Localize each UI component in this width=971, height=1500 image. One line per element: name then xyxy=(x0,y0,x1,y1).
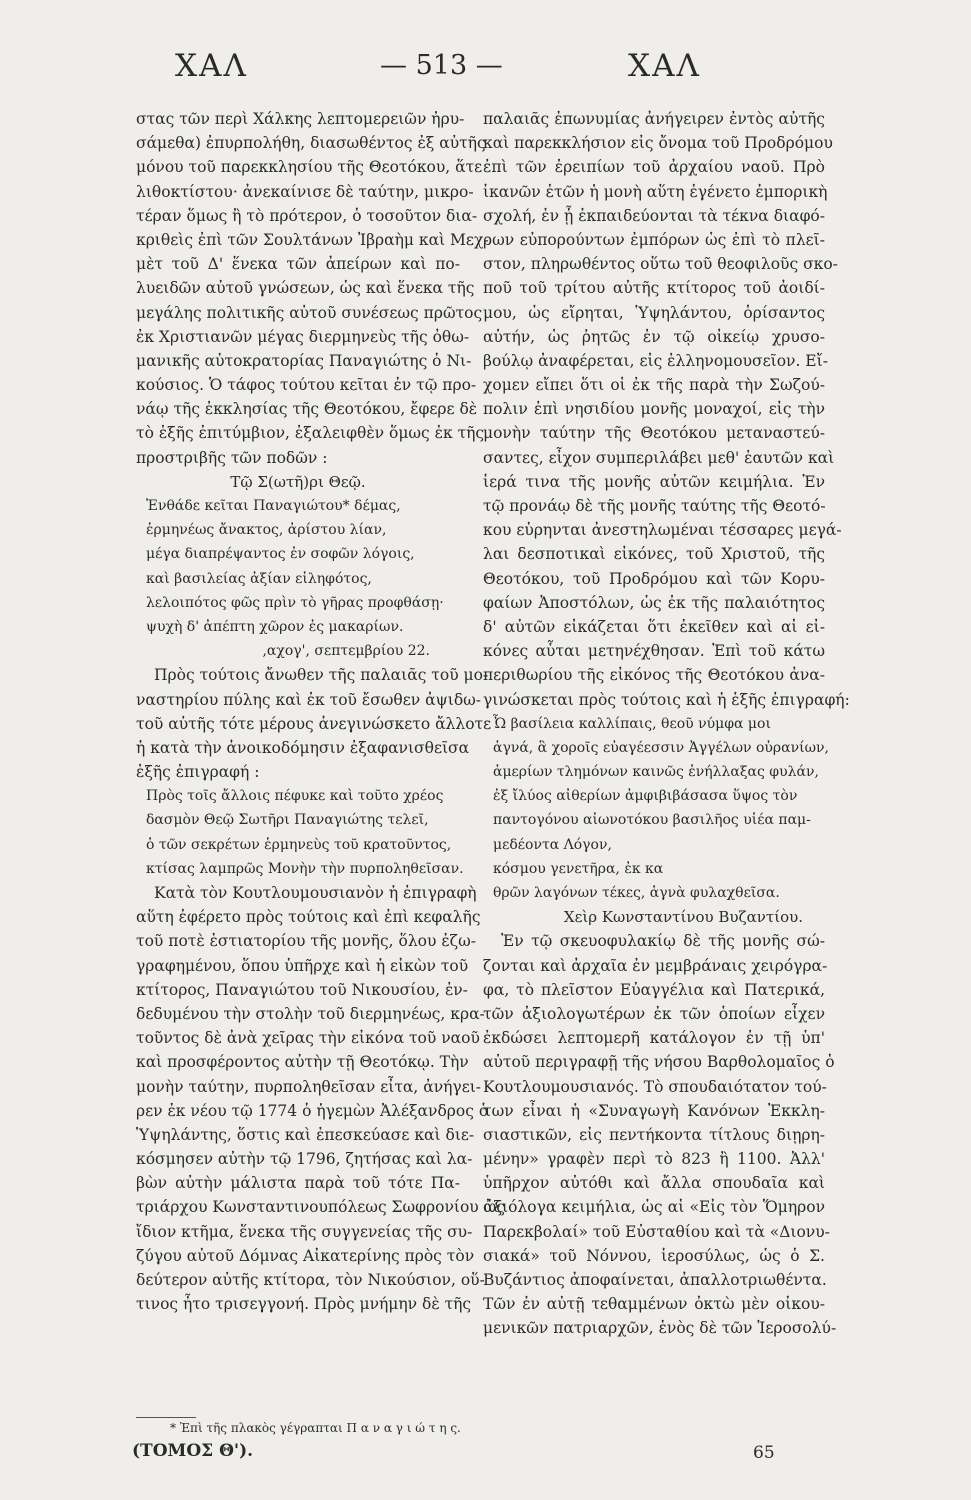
text-line: ἴδιον κτῆμα, ἕνεκα τῆς συγγενείας τῆς συ- xyxy=(136,1222,473,1241)
text-line: λυειδῶν αὐτοῦ γνώσεων, ὡς καὶ ἕνεκα τῆς xyxy=(136,279,475,298)
text-line: Ὑψηλάντης, ὅστις καὶ ἐπεσκεύασε καὶ διε- xyxy=(136,1125,475,1144)
text-line: σαντες, εἶχον συμπεριλάβει μεθ' ἑαυτῶν καὶ xyxy=(483,448,835,467)
text-line: ὑπῆρχον αὐτόθι καὶ ἄλλα σπουδαῖα καὶ xyxy=(483,1174,825,1193)
header-right-keyword: ΧΑΛ xyxy=(628,48,701,84)
text-line: βὼν αὐτὴν μάλιστα παρὰ τοῦ τότε Πα- xyxy=(136,1174,460,1193)
inscription-signature: Χεὶρ Κωνσταντίνου Βυζαντίου. xyxy=(563,908,803,927)
left-text-column xyxy=(136,107,505,1316)
paragraph-start-line: Ἐν τῷ σκευοφυλακίῳ δὲ τῆς μονῆς σώ- xyxy=(501,932,825,951)
text-line: γινώσκεται πρὸς τούτοις καὶ ἡ ἑξῆς ἐπιγραφή: xyxy=(483,690,850,709)
text-line: στας τῶν περὶ Χάλκης λεπτομερειῶν ἠρυ- xyxy=(136,110,465,128)
text-line: μανικῆς αὐτοκρατορίας Παναγιώτης ὁ Νι- xyxy=(136,351,472,370)
text-line: ρων εὐπορούντων ἐμπόρων ὡς ἐπὶ τὸ πλεῖ- xyxy=(483,230,825,249)
text-line: πολιν ἐπὶ νησιδίου μονῆς μοναχοί, εἰς τὴν xyxy=(483,400,825,419)
text-line: ἡ κατὰ τὴν ἀνοικοδόμησιν ἐξαφανισθεῖσα xyxy=(136,738,470,757)
text-line: δεδυμένου τὴν στολὴν τοῦ διερμηνέως, κρα- xyxy=(136,1004,485,1023)
text-line: χομεν εἴπει ὅτι οἱ ἐκ τῆς παρὰ τὴν Σωζού- xyxy=(483,376,825,395)
text-line: Θεοτόκου, τοῦ Προδρόμου καὶ τῶν Κορυ- xyxy=(483,569,825,588)
text-line: κτίτορος, Παναγιώτου τοῦ Νικουσίου, ἐν- xyxy=(136,980,468,999)
inscription-line: παντογόνου αἰωνοτόκου βασιλῆος υἱέα παμ- xyxy=(493,812,811,829)
text-line: περιθωρίου τῆς εἰκόνος τῆς Θεοτόκου ἀνα- xyxy=(483,666,825,685)
volume-label: (ΤΟΜΟΣ Θ'). xyxy=(132,1441,254,1461)
inscription-line: Τῷ Σ(ωτῆ)ρι Θεῷ. xyxy=(230,472,366,491)
text-line: δεύτερον αὐτῆς κτίτορα, τὸν Νικούσιον, οὕ- xyxy=(136,1271,485,1289)
text-line: γραφημένου, ὅπου ὑπῆρχε καὶ ἡ εἰκὼν τοῦ xyxy=(136,956,469,975)
paragraph-start-line: Πρὸς τούτοις ἄνωθεν τῆς παλαιᾶς τοῦ μο- xyxy=(154,666,489,685)
text-line: ζύγου αὐτοῦ Δόμνας Αἰκατερίνης πρὸς τὸν xyxy=(136,1246,475,1265)
text-line: τριάρχου Κωνσταντινουπόλεως Σωφρονίου ὡς xyxy=(136,1198,505,1217)
inscription-line: δασμὸν Θεῷ Σωτῆρι Παναγιώτης τελεῖ, xyxy=(146,812,429,829)
text-line: μονὴν ταύτην, πυρποληθεῖσαν εἶτα, ἀνήγει- xyxy=(136,1077,482,1096)
text-line: κριθεὶς ἐπὶ τῶν Σουλτάνων Ἰβραὴμ καὶ Μεχ- xyxy=(136,230,489,249)
text-line: τέραν ὅμως ἢ τὸ πρότερον, ὁ τοσοῦτον δια- xyxy=(136,206,478,225)
text-line: παλαιᾶς ἐπωνυμίας ἀνήγειρεν ἐντὸς αὐτῆς xyxy=(483,110,825,128)
text-line: ζονται καὶ ἀρχαῖα ἐν μεμβράναις χειρόγρα- xyxy=(483,956,828,975)
text-line: κόσμησεν αὐτὴν τῷ 1796, ζητήσας καὶ λα- xyxy=(136,1150,473,1169)
inscription-line: ἀμερίων τλημόνων καινῶς ἐνήλλαξας φυλάν, xyxy=(493,764,819,781)
footnote: * Ἐπὶ τῆς πλακὸς γέγραπται Π α ν α γ ι ώ τ η ς. xyxy=(170,1421,461,1435)
inscription-line: θρῶν λαγόνων τέκες, ἁγνὰ φυλαχθεῖσα. xyxy=(493,885,780,901)
text-line: φα, τὸ πλεῖστον Εὐαγγέλια καὶ Πατερικά, xyxy=(483,980,825,999)
inscription-line: ψυχὴ δ' ἀπέπτη χῶρον ἐς μακαρίων. xyxy=(146,618,404,635)
text-line: μου, ὡς εἴρηται, Ὑψηλάντου, ὁρίσαντος xyxy=(483,303,825,322)
text-line: βούλῳ ἀναφέρεται, εἰς ἑλληνομουσεῖον. Εἴ- xyxy=(483,351,828,370)
header-left-keyword: ΧΑΛ xyxy=(175,48,248,84)
text-line: ἐπὶ τῶν ἐρειπίων τοῦ ἀρχαίου ναοῦ. Πρὸ xyxy=(483,158,825,177)
text-line: λαι δεσποτικαὶ εἰκόνες, τοῦ Χριστοῦ, τῆς xyxy=(483,545,825,564)
text-line: στον, πληρωθέντος οὕτω τοῦ θεοφιλοῦς σκο- xyxy=(483,255,838,274)
text-line: ἐκδώσει λεπτομερῆ κατάλογον ἐν τῇ ὑπ' xyxy=(483,1029,825,1048)
inscription-line: μέγα διαπρέψαντος ἐν σοφῶν λόγοις, xyxy=(146,546,415,563)
text-line: φαίων Ἀποστόλων, ὡς ἐκ τῆς παλαιότητος xyxy=(483,593,825,612)
text-line: μὲτ τοῦ Δ' ἕνεκα τῶν ἀπείρων καὶ πο- xyxy=(136,255,460,274)
text-line: ναστηρίου πύλης καὶ ἐκ τοῦ ἔσωθεν ἀψιδω- xyxy=(136,690,482,709)
text-line: λιθοκτίστου· ἀνεκαίνισε δὲ ταύτην, μικρο- xyxy=(136,182,474,201)
text-line: τοῦ ποτὲ ἑστιατορίου τῆς μονῆς, ὅλου ἐζω- xyxy=(136,932,476,951)
text-line: καὶ προσφέροντος αὐτὴν τῇ Θεοτόκῳ. Τὴν xyxy=(136,1053,469,1072)
text-line: Παρεκβολαί» τοῦ Εὐσταθίου καὶ τὰ «Διονυ- xyxy=(483,1222,830,1241)
inscription-line: ἐξ ἴλύος αἰθερίων ἀμφιβιβάσασα ὕψος τὸν xyxy=(493,788,798,805)
text-line: μόνου τοῦ παρεκκλησίου τῆς Θεοτόκου, ἅτε xyxy=(136,158,483,177)
text-line: μεγάλης πολιτικῆς αὐτοῦ συνέσεως πρῶτος xyxy=(136,303,483,322)
right-text-column xyxy=(483,107,850,1341)
text-line: κούσιος. Ὁ τάφος τούτου κεῖται ἐν τῷ προ- xyxy=(136,376,477,395)
text-line: αὐτοῦ περιγραφῇ τῆς νήσου Βαρθολομαῖος ὁ xyxy=(483,1053,835,1072)
inscription-line: λελοιπότος φῶς πρὶν τὸ γῆρας προφθάσῃ· xyxy=(146,594,444,611)
inscription-line: Ὦ βασίλεια καλλίπαις, θεοῦ νύμφα μοι xyxy=(493,715,771,732)
text-line: κόνες αὗται μετηνέχθησαν. Ἐπὶ τοῦ κάτω xyxy=(483,642,825,661)
text-line: ἱερά τινα τῆς μονῆς αὐτῶν κειμήλια. Ἐν xyxy=(483,472,825,491)
text-line: μονὴν ταύτην τῆς Θεοτόκου μεταναστεύ- xyxy=(483,424,825,443)
text-line: τινος ἦτο τρισεγγονή. Πρὸς μνήμην δὲ τῆς xyxy=(136,1295,472,1314)
text-line: τὸ ἑξῆς ἐπιτύμβιον, ἐξαλειφθὲν ὅμως ἐκ τῆς xyxy=(136,424,485,443)
text-line: ρεν ἐκ νέου τῷ 1774 ὁ ἡγεμὼν Ἀλέξανδρος ὁ xyxy=(136,1101,489,1120)
text-line: νάῳ τῆς ἐκκλησίας τῆς Θεοτόκου, ἔφερε δὲ xyxy=(136,400,478,419)
inscription-line: ἑρμηνέως ἄνακτος, ἀρίστου λίαν, xyxy=(146,522,387,539)
header-page-number: — 513 — xyxy=(380,50,503,81)
text-line: Τῶν ἐν αὐτῇ τεθαμμένων ὀκτὼ μὲν οἰκου- xyxy=(483,1295,825,1314)
inscription-date-line: ,αχογ', σεπτεμβρίου 22. xyxy=(262,643,430,660)
text-line: τῶν ἀξιολογωτέρων ἐκ τῶν ὁποίων εἶχεν xyxy=(483,1004,825,1023)
text-line: Κουτλουμουσιανός. Τὸ σπουδαιότατον τού- xyxy=(483,1077,827,1096)
text-line: ποῦ τοῦ τρίτου αὐτῆς κτίτορος τοῦ ἀοιδί- xyxy=(483,279,825,298)
text-line: τοῦντος δὲ ἀνὰ χεῖρας τὴν εἰκόνα τοῦ ναοῦ xyxy=(136,1029,480,1048)
text-line: ἐκ Χριστιανῶν μέγας διερμηνεὺς τῆς ὀθω- xyxy=(136,327,470,346)
text-line: τῷ προνάῳ δὲ τῆς μονῆς ταύτης τῆς Θεοτό- xyxy=(483,497,826,515)
paragraph-start-line: Κατὰ τὸν Κουτλουμουσιανὸν ἡ ἐπιγραφὴ xyxy=(154,884,477,902)
text-line: ἀξιόλογα κειμήλια, ὡς αἱ «Εἰς τὸν Ὅμηρον xyxy=(483,1198,825,1217)
text-line: τοῦ αὐτῆς τότε μέρους ἀνεγινώσκετο ἄλλοτε xyxy=(136,714,492,733)
text-line: καὶ παρεκκλήσιον εἰς ὄνομα τοῦ Προδρόμου xyxy=(483,134,833,153)
text-line: μενικῶν πατριαρχῶν, ἑνὸς δὲ τῶν Ἱεροσολύ- xyxy=(483,1319,837,1338)
inscription-line: ὁ τῶν σεκρέτων ἑρμηνεὺς τοῦ κρατοῦντος, xyxy=(146,836,452,853)
text-line: προστριβῆς τῶν ποδῶν : xyxy=(136,448,328,467)
inscription-line: Πρὸς τοῖς ἄλλοις πέφυκε καὶ τοῦτο χρέος xyxy=(146,788,444,805)
text-line: ἑξῆς ἐπιγραφή : xyxy=(136,763,260,782)
inscription-line: Ἐνθάδε κεῖται Παναγιώτου* δέμας, xyxy=(146,498,401,514)
inscription-line: καὶ βασιλείας ἀξίαν εἰληφότος, xyxy=(146,570,372,587)
text-line: των εἶναι ἡ «Συναγωγὴ Κανόνων Ἐκκλη- xyxy=(483,1101,825,1120)
text-line: σιακά» τοῦ Νόννου, ἱεροσύλως, ὡς ὁ Σ. xyxy=(483,1246,825,1265)
text-line: Βυζάντιος ἀποφαίνεται, ἀπαλλοτριωθέντα. xyxy=(483,1271,827,1289)
text-line: κου εὑρηνται ἀνεστηλωμέναι τέσσαρες μεγά- xyxy=(483,521,842,540)
footnote-rule xyxy=(136,1417,196,1418)
inscription-line: κτίσας λαμπρῶς Μονὴν τὴν πυρποληθεῖσαν. xyxy=(146,860,464,877)
signature-number: 65 xyxy=(753,1443,775,1463)
text-line: ἱκανῶν ἐτῶν ἡ μονὴ αὕτη ἐγένετο ἐμπορικὴ xyxy=(483,182,828,201)
text-line: σάμεθα) ἐπυρπολήθη, διασωθέντος ἐξ αὐτῆς xyxy=(136,134,486,153)
inscription-line: μεδέοντα Λόγον, xyxy=(493,836,612,853)
text-line: μένην» γραφὲν περὶ τὸ 823 ἢ 1100. Ἀλλ' xyxy=(483,1150,825,1169)
inscription-line: κόσμου γενετῆρα, ἐκ κα xyxy=(493,860,664,877)
text-line: αὐτήν, ὡς ῥητῶς ἐν τῷ οἰκείῳ χρυσο- xyxy=(483,327,825,346)
text-line: δ' αὐτῶν εἰκάζεται ὅτι ἐκεῖθεν καὶ αἱ εἰ- xyxy=(483,617,825,636)
inscription-line: ἁγνά, ἃ χοροῖς εὐαγέεσσιν Ἀγγέλων οὐρανίων, xyxy=(493,739,829,756)
text-line: σχολή, ἐν ᾗ ἐκπαιδεύονται τὰ τέκνα διαφό- xyxy=(483,206,825,225)
running-header xyxy=(0,48,971,88)
text-line: αὕτη ἐφέρετο πρὸς τούτοις καὶ ἐπὶ κεφαλῆς xyxy=(136,908,481,927)
text-line: σιαστικῶν, εἰς πεντήκοντα τίτλους διῃρη- xyxy=(483,1125,825,1144)
